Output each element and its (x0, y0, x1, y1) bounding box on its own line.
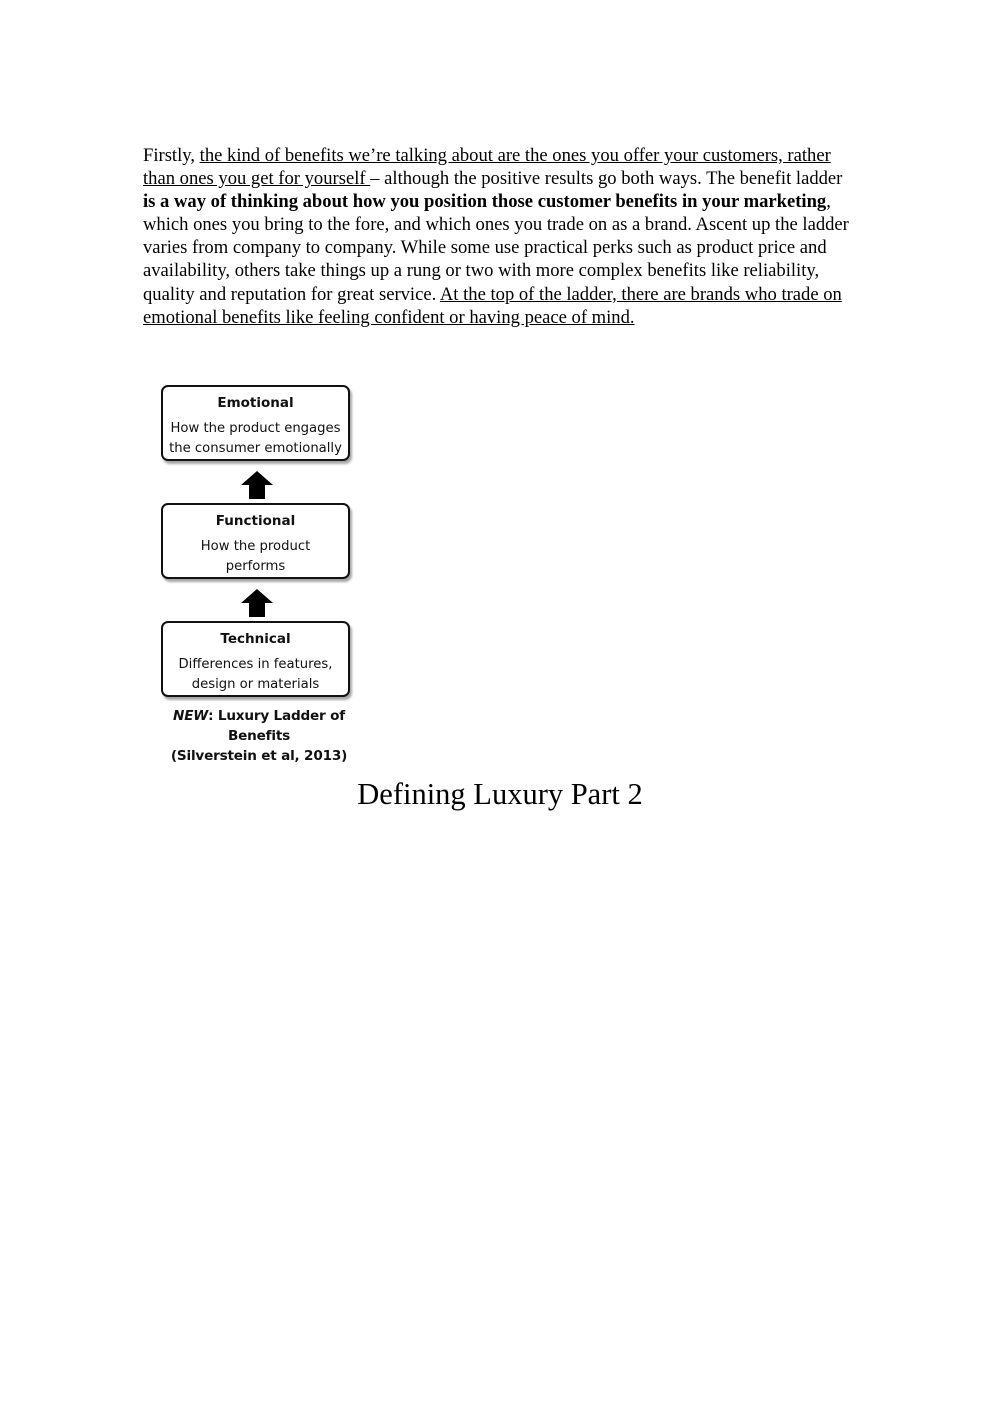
rung-emotional (161, 385, 350, 461)
paragraph-text: – although the positive results go both ways. The benefit ladder (370, 168, 843, 190)
rung-description-line: How the product engages (170, 421, 341, 436)
rung-description-line: design or materials (191, 676, 320, 692)
rung-description (163, 655, 348, 694)
paragraph-intro: Firstly, (143, 145, 200, 166)
rung-description-line: How the product (200, 539, 311, 554)
rung-description-line: the consumer emotionally (169, 440, 342, 456)
figure-caption (144, 706, 374, 766)
caption-new-label: NEW (173, 708, 209, 724)
underlined-benefits-text: the kind of benefits we’re talking about are the ones you offer your customers, rather than ones you get for yourself (143, 145, 831, 190)
rung-title: Emotional (217, 395, 294, 411)
rung-technical (161, 621, 350, 697)
caption-citation: (Silverstein et al, 2013) (170, 748, 348, 764)
underlined-emotional-text: At the top of the ladder, there are brands who trade on emotional benefits like feeling confident or having peace of mind. (143, 283, 842, 328)
rung-description-line: performs (225, 558, 286, 574)
paragraph-text: , which ones you bring to the fore, and which ones you trade on as a brand. Ascent up the ladder varies from company to company. While some use practical perks such as product price and availability, others take things up a rung or two with more complex benefits like reliability, quality and reputation for great service. (143, 191, 849, 305)
luxury-ladder-figure (144, 383, 374, 764)
caption-title (144, 706, 374, 746)
rung-functional (161, 503, 350, 579)
body-paragraph (143, 144, 859, 329)
rung-description (163, 537, 348, 576)
rung-description (163, 419, 348, 458)
rung-title: Functional (215, 513, 296, 529)
up-arrow-icon (240, 588, 274, 618)
up-arrow-icon (240, 470, 274, 500)
section-heading: Defining Luxury Part 2 (357, 777, 643, 811)
rung-description-line: Differences in features, (178, 657, 333, 672)
caption-title-text: : Luxury Ladder of Benefits (208, 708, 345, 744)
rung-title: Technical (220, 631, 291, 647)
bold-positioning-text: is a way of thinking about how you position those customer benefits in your marketing (143, 191, 827, 213)
